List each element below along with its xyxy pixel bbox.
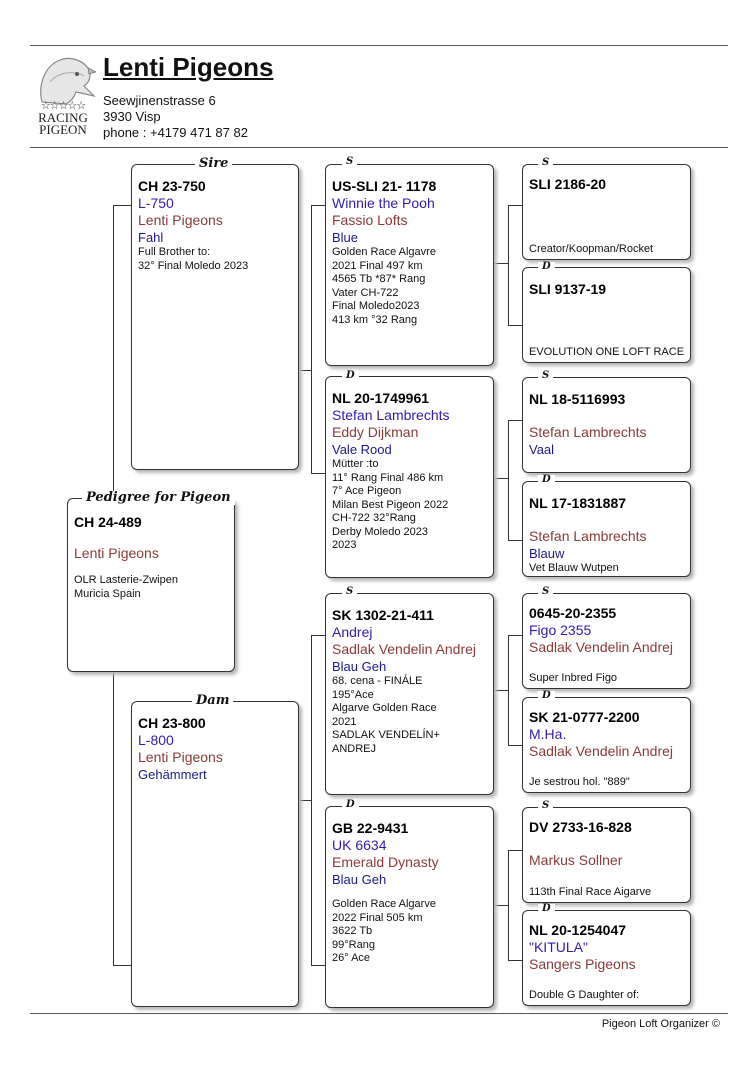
dam-label: Dam bbox=[192, 694, 233, 708]
ss-ring: US-SLI 21- 1178 bbox=[332, 178, 437, 194]
dam-color: Gehämmert bbox=[138, 767, 207, 782]
ss-owner: Fassio Lofts bbox=[332, 212, 408, 228]
dd-info: Golden Race Algarve 2022 Final 505 km 3622 Tb 99°Rang 26° Ace bbox=[332, 898, 436, 964]
sire-label: Sire bbox=[195, 157, 232, 171]
sire-sire-card[interactable] bbox=[325, 164, 494, 366]
address-street: Seewjinenstrasse 6 bbox=[103, 93, 216, 108]
ddd-name: "KITULA" bbox=[529, 939, 588, 955]
dd-name: UK 6634 bbox=[332, 837, 387, 853]
sss-ring: SLI 2186-20 bbox=[529, 176, 607, 192]
ddd-card[interactable] bbox=[522, 910, 691, 1006]
dd-ring: GB 22-9431 bbox=[332, 820, 409, 836]
ds-name: Andrej bbox=[332, 624, 373, 640]
ds-color: Blau Geh bbox=[332, 659, 387, 674]
dam-name: L-800 bbox=[138, 732, 174, 748]
subject-info: OLR Lasterie-Zwipen Muricia Spain bbox=[74, 574, 178, 600]
sire-info: Full Brother to: 32° Final Moledo 2023 bbox=[138, 246, 249, 272]
sdd-ring: NL 17-1831887 bbox=[529, 495, 627, 511]
top-rule bbox=[30, 45, 728, 46]
dss-owner: Sadlak Vendelin Andrej bbox=[529, 639, 673, 655]
sd-color: Vale Rood bbox=[332, 442, 392, 457]
sdd-card[interactable] bbox=[522, 481, 691, 577]
dam-dam-card[interactable] bbox=[325, 806, 494, 1008]
sdd-label: D bbox=[538, 475, 555, 485]
ssd-card[interactable] bbox=[522, 267, 691, 363]
ddd-label: D bbox=[538, 904, 555, 914]
ds-info: 68. cena - FINÁLE 195°Ace Algarve Golden Race 2021 SADLAK VENDELÍN+ ANDREJ bbox=[332, 675, 440, 755]
sd-label: D bbox=[342, 371, 359, 381]
dds-card[interactable] bbox=[522, 807, 691, 903]
dds-info: 113th Final Race Aigarve bbox=[529, 885, 652, 898]
sire-ring: CH 23-750 bbox=[138, 178, 206, 194]
phone: phone : +4179 471 87 82 bbox=[103, 125, 248, 140]
dss-ring: 0645-20-2355 bbox=[529, 605, 617, 621]
ds-ring: SK 1302-21-411 bbox=[332, 607, 434, 623]
dss-name: Figo 2355 bbox=[529, 622, 592, 638]
sss-label: S bbox=[538, 158, 553, 168]
sds-ring: NL 18-5116993 bbox=[529, 391, 626, 407]
logo-pigeon: PIGEON bbox=[39, 122, 87, 137]
sd-name: Stefan Lambrechts bbox=[332, 407, 450, 423]
sire-owner: Lenti Pigeons bbox=[138, 212, 223, 228]
dds-label: S bbox=[538, 801, 553, 811]
sd-owner: Eddy Dijkman bbox=[332, 424, 419, 440]
logo-stars: ☆☆☆☆☆ bbox=[40, 100, 86, 112]
ssd-label: D bbox=[538, 262, 555, 272]
ddd-info: Double G Daughter of: bbox=[529, 988, 640, 1001]
ss-name: Winnie the Pooh bbox=[332, 195, 435, 211]
sire-color: Fahl bbox=[138, 230, 164, 245]
ddd-ring: NL 20-1254047 bbox=[529, 922, 627, 938]
sire-dam-card[interactable] bbox=[325, 376, 494, 578]
ss-label: S bbox=[342, 157, 357, 167]
sdd-color: Blauw bbox=[529, 546, 565, 561]
dss-label: S bbox=[538, 587, 553, 597]
dsd-info: Je sestrou hol. "889" bbox=[529, 775, 630, 788]
footer-credit: Pigeon Loft Organizer © bbox=[601, 1018, 720, 1030]
sd-info: Mütter :to 11° Rang Final 486 km 7° Ace Pigeon Milan Best Pigeon 2022 CH-722 32°Rang Derby Moledo 2023 2023 bbox=[332, 458, 449, 551]
dd-owner: Emerald Dynasty bbox=[332, 854, 439, 870]
footer-rule bbox=[30, 1013, 728, 1014]
dss-info: Super Inbred Figo bbox=[529, 671, 618, 684]
header-rule bbox=[30, 147, 728, 148]
dsd-ring: SK 21-0777-2200 bbox=[529, 709, 640, 725]
dss-card[interactable] bbox=[522, 593, 691, 689]
dd-label: D bbox=[342, 800, 359, 810]
subject-ring: CH 24-489 bbox=[74, 514, 142, 530]
ssd-info: EVOLUTION ONE LOFT RACE bbox=[529, 345, 685, 358]
dd-color: Blau Geh bbox=[332, 872, 387, 887]
subject-owner: Lenti Pigeons bbox=[74, 545, 159, 561]
dsd-owner: Sadlak Vendelin Andrej bbox=[529, 743, 673, 759]
dsd-label: D bbox=[538, 691, 555, 701]
dam-ring: CH 23-800 bbox=[138, 715, 206, 731]
ss-info: Golden Race Algavre 2021 Final 497 km 4565 Tb *87* Rang Vater CH-722 Final Moledo2023 413 km °32 Rang bbox=[332, 246, 436, 326]
sds-color: Vaal bbox=[529, 442, 555, 457]
logo-text bbox=[30, 100, 96, 136]
sds-label: S bbox=[538, 371, 553, 381]
dsd-name: M.Ha. bbox=[529, 726, 567, 742]
sire-name: L-750 bbox=[138, 195, 174, 211]
ssd-ring: SLI 9137-19 bbox=[529, 281, 607, 297]
sdd-info: Vet Blauw Wutpen bbox=[529, 562, 619, 574]
sds-card[interactable] bbox=[522, 377, 691, 473]
dam-owner: Lenti Pigeons bbox=[138, 749, 223, 765]
dds-ring: DV 2733-16-828 bbox=[529, 819, 632, 835]
ds-owner: Sadlak Vendelin Andrej bbox=[332, 641, 476, 657]
sds-owner: Stefan Lambrechts bbox=[529, 424, 647, 440]
sire-card[interactable] bbox=[131, 164, 299, 470]
sdd-owner: Stefan Lambrechts bbox=[529, 528, 647, 544]
pedigree-label: Pedigree for Pigeon bbox=[82, 491, 235, 505]
ddd-owner: Sangers Pigeons bbox=[529, 956, 636, 972]
address-city: 3930 Visp bbox=[103, 109, 161, 124]
dam-card[interactable] bbox=[131, 701, 299, 1007]
dam-sire-card[interactable] bbox=[325, 593, 494, 795]
dds-owner: Markus Sollner bbox=[529, 852, 623, 868]
sss-card[interactable] bbox=[522, 164, 691, 260]
ss-color: Blue bbox=[332, 230, 359, 245]
sss-info: Creator/Koopman/Rocket bbox=[529, 242, 654, 255]
loft-name: Lenti Pigeons bbox=[103, 52, 274, 82]
sd-ring: NL 20-1749961 bbox=[332, 390, 430, 406]
dsd-card[interactable] bbox=[522, 697, 691, 793]
ds-label: S bbox=[342, 587, 357, 597]
subject-card[interactable] bbox=[67, 498, 235, 672]
logo-racing: RACING bbox=[38, 110, 88, 125]
